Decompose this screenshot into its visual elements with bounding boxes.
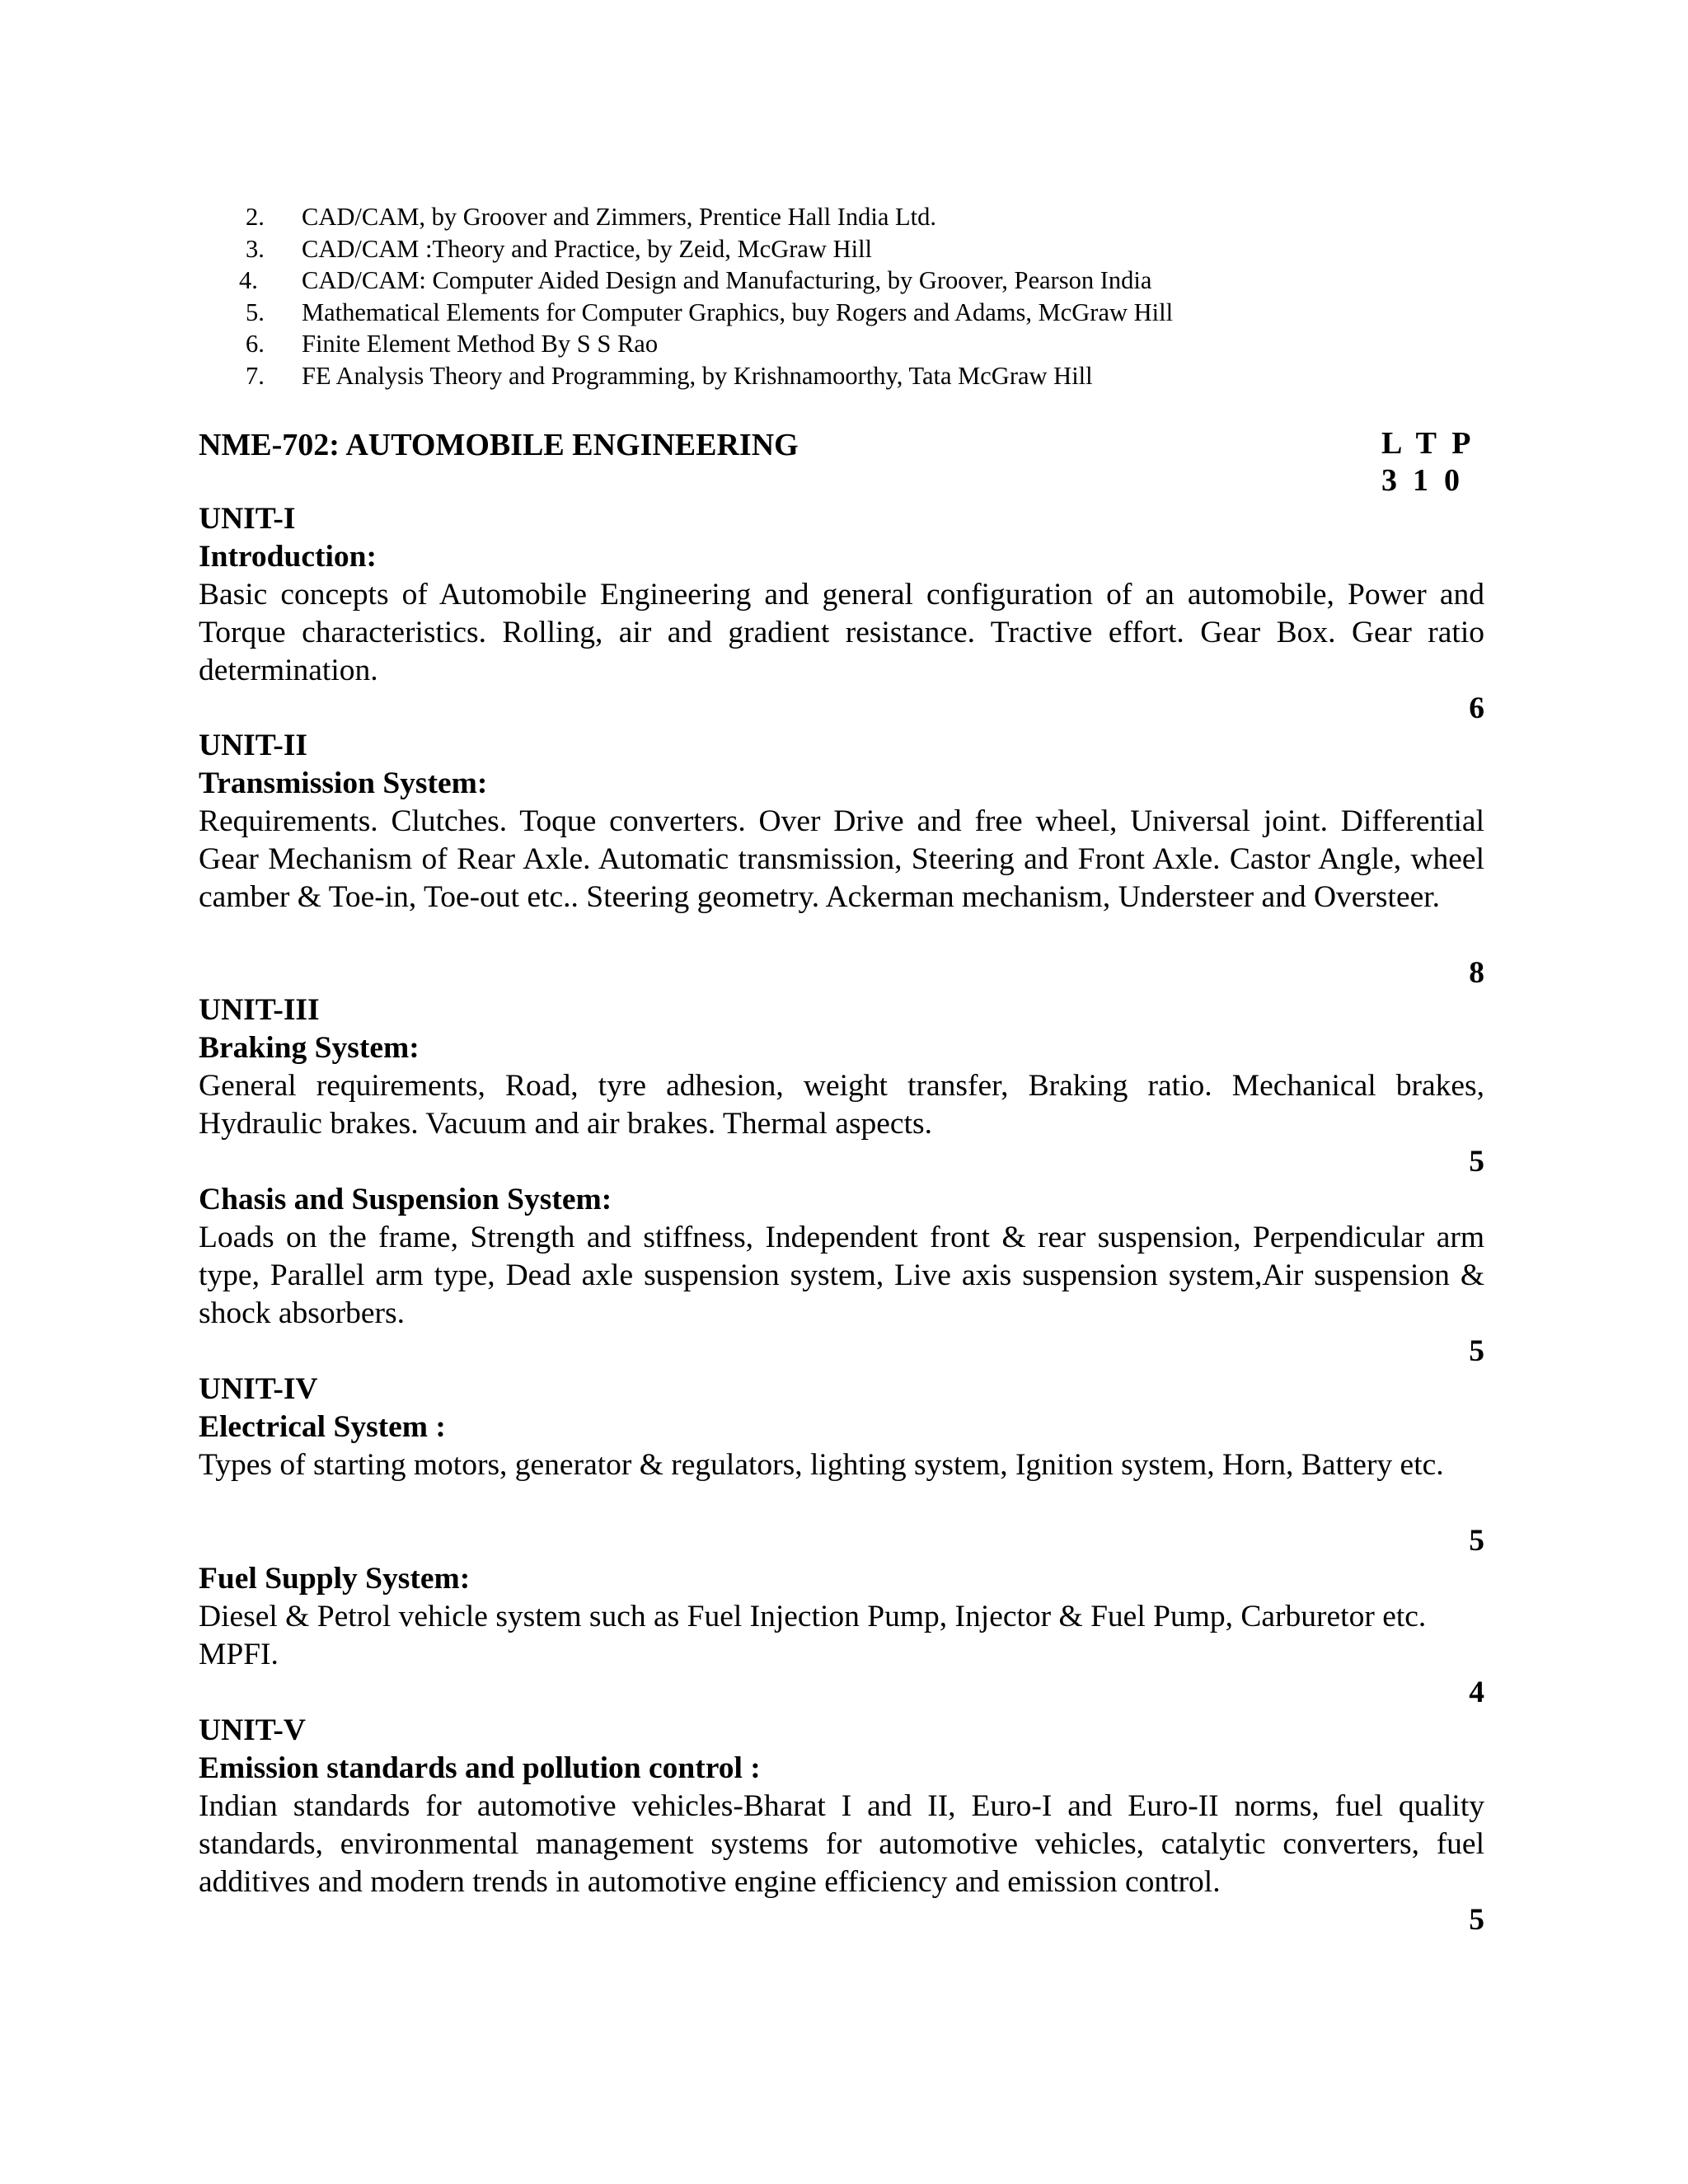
unit-2-section — [199, 727, 1484, 990]
reference-item — [246, 328, 1531, 360]
unit-heading: UNIT-III — [199, 993, 320, 1027]
reference-item — [246, 233, 1531, 265]
unit-heading: UNIT-I — [199, 502, 296, 536]
lecture-hours: 5 — [1469, 1145, 1484, 1179]
topic-heading: Transmission System: — [199, 766, 488, 800]
topic-heading: Electrical System : — [199, 1410, 446, 1444]
topic-heading: Chasis and Suspension System: — [199, 1183, 612, 1216]
reference-item — [246, 201, 1531, 233]
reference-item — [246, 297, 1531, 329]
course-title: NME-702: AUTOMOBILE ENGINEERING — [199, 428, 799, 462]
unit-1-section — [199, 500, 1484, 725]
reference-number: 7. — [246, 361, 265, 390]
unit-5-section — [199, 1712, 1484, 1937]
ltp-values: 3 1 0 — [1381, 463, 1460, 498]
reference-text: CAD/CAM :Theory and Practice, by Zeid, McGraw Hill — [302, 234, 873, 263]
ltp-header: L T P — [1381, 426, 1471, 461]
reference-number: 5. — [246, 298, 265, 326]
topic-heading: Emission standards and pollution control : — [199, 1751, 761, 1785]
lecture-hours: 5 — [1469, 1524, 1484, 1558]
reference-text: Finite Element Method By S S Rao — [302, 330, 659, 359]
reference-number: 6. — [246, 330, 265, 359]
topic-description: Loads on the frame, Strength and stiffness, Independent front & rear suspension, Perpendicular arm type, Parallel arm type, Dead axle suspension system, Live axis suspension system,Air suspension & shock absorbers. — [199, 1221, 1484, 1330]
fuel-supply-section — [199, 1560, 1484, 1709]
reference-text: CAD/CAM, by Groover and Zimmers, Prentice Hall India Ltd. — [302, 203, 936, 231]
unit-heading: UNIT-II — [199, 729, 308, 762]
reference-item — [239, 265, 1525, 297]
lecture-hours: 4 — [1469, 1675, 1484, 1709]
reference-text: Mathematical Elements for Computer Graphics, buy Rogers and Adams, McGraw Hill — [302, 298, 1174, 326]
topic-heading: Introduction: — [199, 540, 377, 574]
lecture-hours: 5 — [1469, 1334, 1484, 1368]
unit-heading: UNIT-V — [199, 1713, 306, 1747]
reference-item — [246, 360, 1531, 392]
unit-4-section — [199, 1371, 1484, 1558]
reference-text: FE Analysis Theory and Programming, by Krishnamoorthy, Tata McGraw Hill — [302, 361, 1093, 390]
suspension-section — [199, 1181, 1484, 1368]
reference-number: 2. — [246, 203, 265, 231]
topic-heading: Braking System: — [199, 1031, 420, 1065]
lecture-hours: 6 — [1469, 691, 1484, 725]
unit-3-section — [199, 991, 1484, 1179]
unit-heading: UNIT-IV — [199, 1372, 318, 1406]
ltp-table — [1381, 425, 1470, 499]
reference-text: CAD/CAM: Computer Aided Design and Manufacturing, by Groover, Pearson India — [302, 266, 1152, 295]
topic-description: Indian standards for automotive vehicles-Bharat I and II, Euro-I and Euro-II norms, fuel quality standards, environmental management systems for automotive vehicles, catalytic converters, fuel additives and modern trends in automotive engine efficiency and emission control. — [199, 1789, 1484, 1899]
topic-heading: Fuel Supply System: — [199, 1562, 471, 1596]
topic-description: Diesel & Petrol vehicle system such as Fuel Injection Pump, Injector & Fuel Pump, Carburetor etc. MPFI. — [199, 1600, 1427, 1671]
reference-number: 3. — [246, 234, 265, 263]
topic-description: General requirements, Road, tyre adhesion, weight transfer, Braking ratio. Mechanical brakes, Hydraulic brakes. Vacuum and air brakes. Thermal aspects. — [199, 1069, 1484, 1141]
topic-description: Basic concepts of Automobile Engineering and general configuration of an automobile, Power and Torque characteristics. Rolling, air and gradient resistance. Tractive effort. Gear Box. Gear ratio determination. — [199, 578, 1484, 687]
lecture-hours: 8 — [1469, 956, 1484, 990]
reference-list — [239, 201, 1531, 392]
reference-number: 4. — [239, 266, 258, 295]
topic-description: Types of starting motors, generator & regulators, lighting system, Ignition system, Horn, Battery etc. — [199, 1448, 1444, 1482]
topic-description: Requirements. Clutches. Toque converters. Over Drive and free wheel, Universal joint. Differential Gear Mechanism of Rear Axle. Automatic transmission, Steering and Front Axle. Castor Angle, wheel camber & Toe-in, Toe-out etc.. Steering geometry. Ackerman mechanism, Understeer and Oversteer. — [199, 804, 1484, 914]
lecture-hours: 5 — [1469, 1903, 1484, 1937]
